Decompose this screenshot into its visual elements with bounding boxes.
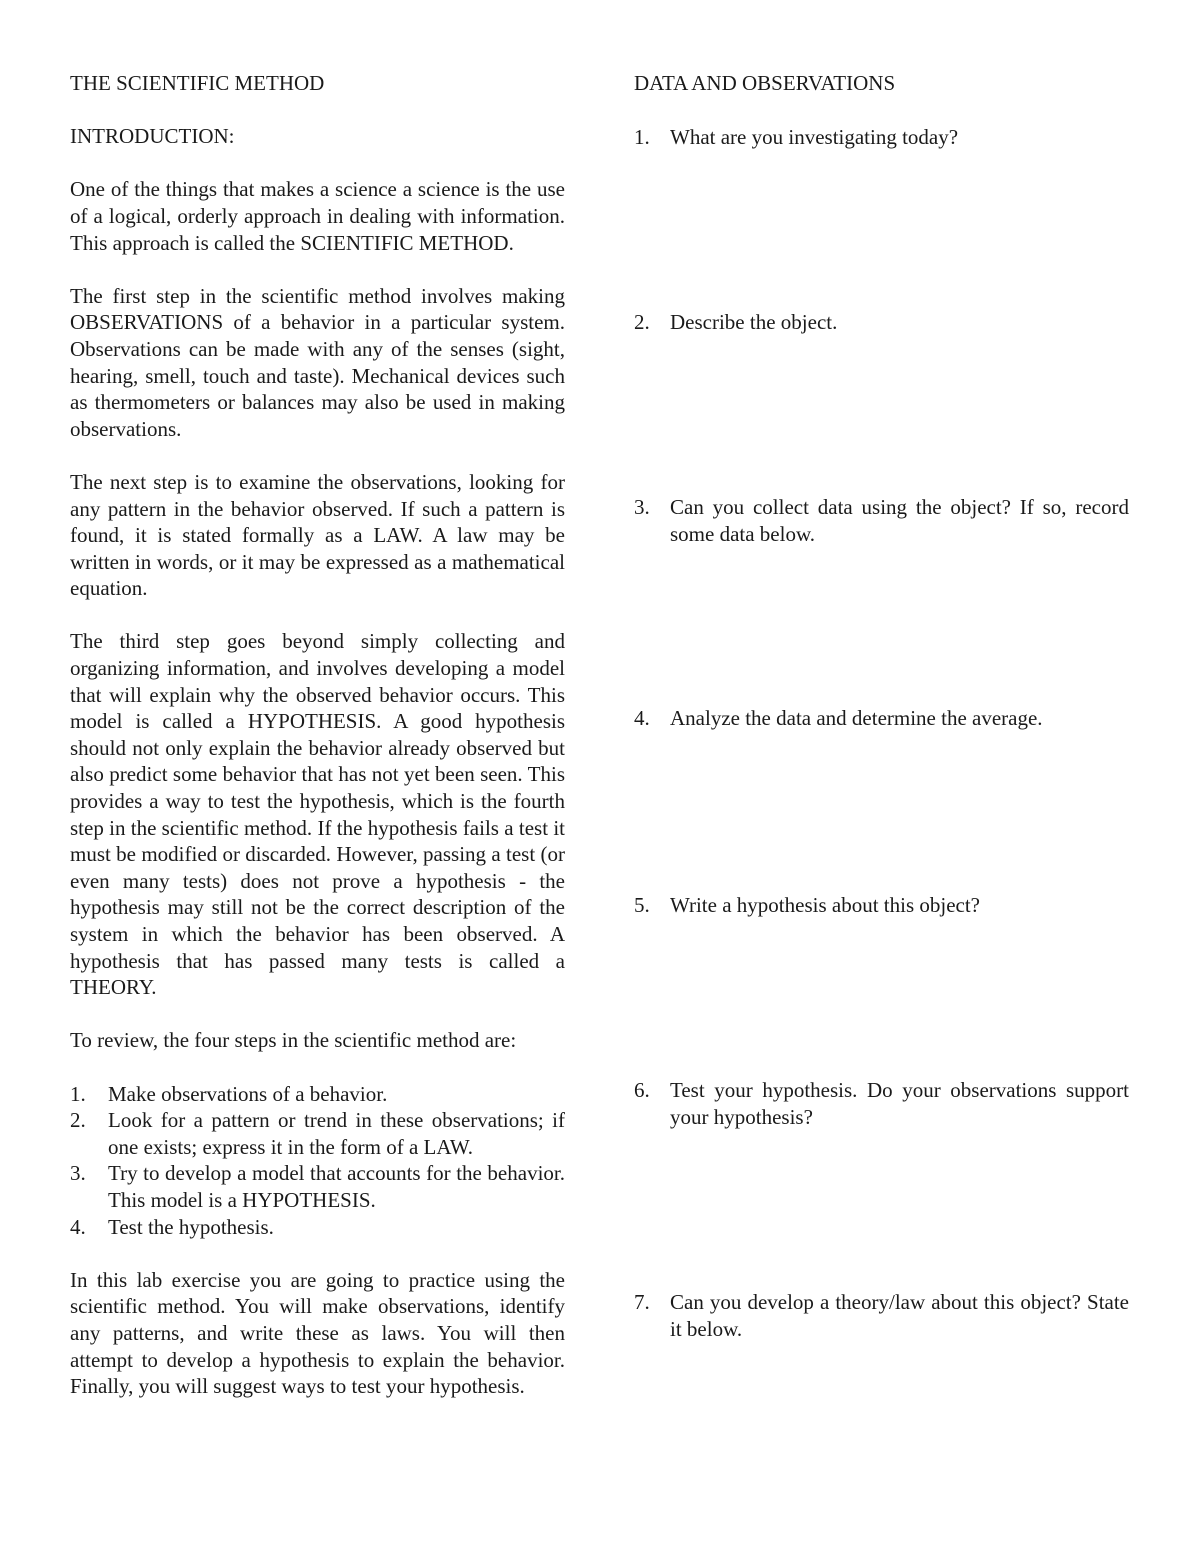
list-item-text: Make observations of a behavior. — [108, 1081, 388, 1106]
question-number: 4. — [634, 706, 650, 730]
closing-paragraph: In this lab exercise you are going to practice using the scientific method. You will make observations, identify any patterns, and write these as laws. You will then attempt to develop a hypothesis to explain the behavior. Finally, you will suggest ways to test your hypothesis. — [70, 1267, 565, 1399]
list-item — [70, 1107, 565, 1160]
question-item — [634, 705, 1129, 732]
right-column — [634, 70, 1129, 1341]
question-number: 3. — [634, 495, 650, 519]
page-title: THE SCIENTIFIC METHOD — [70, 71, 325, 95]
law-paragraph: The next step is to examine the observations, looking for any pattern in the behavior observed. If such a pattern is found, it is stated formally as a LAW. A law may be written in words, or it may be expressed as a mathematical equation. — [70, 469, 565, 601]
list-item-number: 1. — [70, 1081, 86, 1106]
question-text: What are you investigating today? — [670, 125, 959, 149]
steps-list — [70, 1081, 565, 1241]
hypothesis-paragraph: The third step goes beyond simply collecting and organizing information, and involves developing a model that will explain why the observed behavior occurs. This model is called a HYPOTHESIS. A good hypothesis should not only explain the behavior already observed but also predict some behavior that has not yet been seen. This provides a way to test the hypothesis, which is the fourth step in the scientific method. If the hypothesis fails a test it must be modified or discarded. However, passing a test (or even many tests) does not prove a hypothesis - the hypothesis may still not be the correct description of the system in which the behavior has been observed. A hypothesis that has passed many tests is called a THEORY. — [70, 629, 565, 1000]
question-item — [634, 124, 1129, 151]
question-text: Analyze the data and determine the average. — [670, 706, 1043, 730]
question-text: Test your hypothesis. Do your observations support your hypothesis? — [670, 1078, 1129, 1129]
observations-paragraph: The first step in the scientific method involves making OBSERVATIONS of a behavior in a particular system. Observations can be made with any of the senses (sight, hearing, smell, touch and taste). Mechanical devices such as thermometers or balances may also be used in making observations. — [70, 283, 565, 441]
question-number: 6. — [634, 1078, 650, 1102]
question-number: 1. — [634, 125, 650, 149]
list-item-text: Look for a pattern or trend in these observations; if one exists; express it in the form of a LAW. — [108, 1108, 565, 1159]
list-item-text: Try to develop a model that accounts for the behavior. This model is a HYPOTHESIS. — [108, 1161, 565, 1212]
question-text: Write a hypothesis about this object? — [670, 893, 980, 917]
list-item-number: 3. — [70, 1161, 86, 1186]
question-item — [634, 494, 1129, 547]
list-item — [70, 1160, 565, 1213]
question-number: 5. — [634, 893, 650, 917]
section-title: DATA AND OBSERVATIONS — [634, 71, 896, 95]
list-item-number: 4. — [70, 1214, 86, 1239]
list-item-number: 2. — [70, 1108, 86, 1133]
question-item — [634, 892, 1129, 919]
question-item — [634, 1289, 1129, 1342]
question-text: Can you develop a theory/law about this object? State it below. — [670, 1290, 1129, 1341]
question-number: 7. — [634, 1290, 650, 1314]
question-item — [634, 309, 1129, 336]
introduction-heading: INTRODUCTION: — [70, 124, 235, 149]
question-text: Can you collect data using the object? If so, record some data below. — [670, 495, 1129, 546]
question-number: 2. — [634, 310, 650, 334]
list-item — [70, 1214, 565, 1241]
left-column — [70, 70, 565, 1400]
review-paragraph: To review, the four steps in the scientific method are: — [70, 1028, 517, 1053]
question-item — [634, 1077, 1129, 1130]
list-item-text: Test the hypothesis. — [108, 1214, 274, 1239]
list-item — [70, 1081, 565, 1108]
intro-paragraph: One of the things that makes a science a science is the use of a logical, orderly approach in dealing with information. This approach is called the SCIENTIFIC METHOD. — [70, 177, 565, 255]
question-text: Describe the object. — [670, 310, 838, 334]
